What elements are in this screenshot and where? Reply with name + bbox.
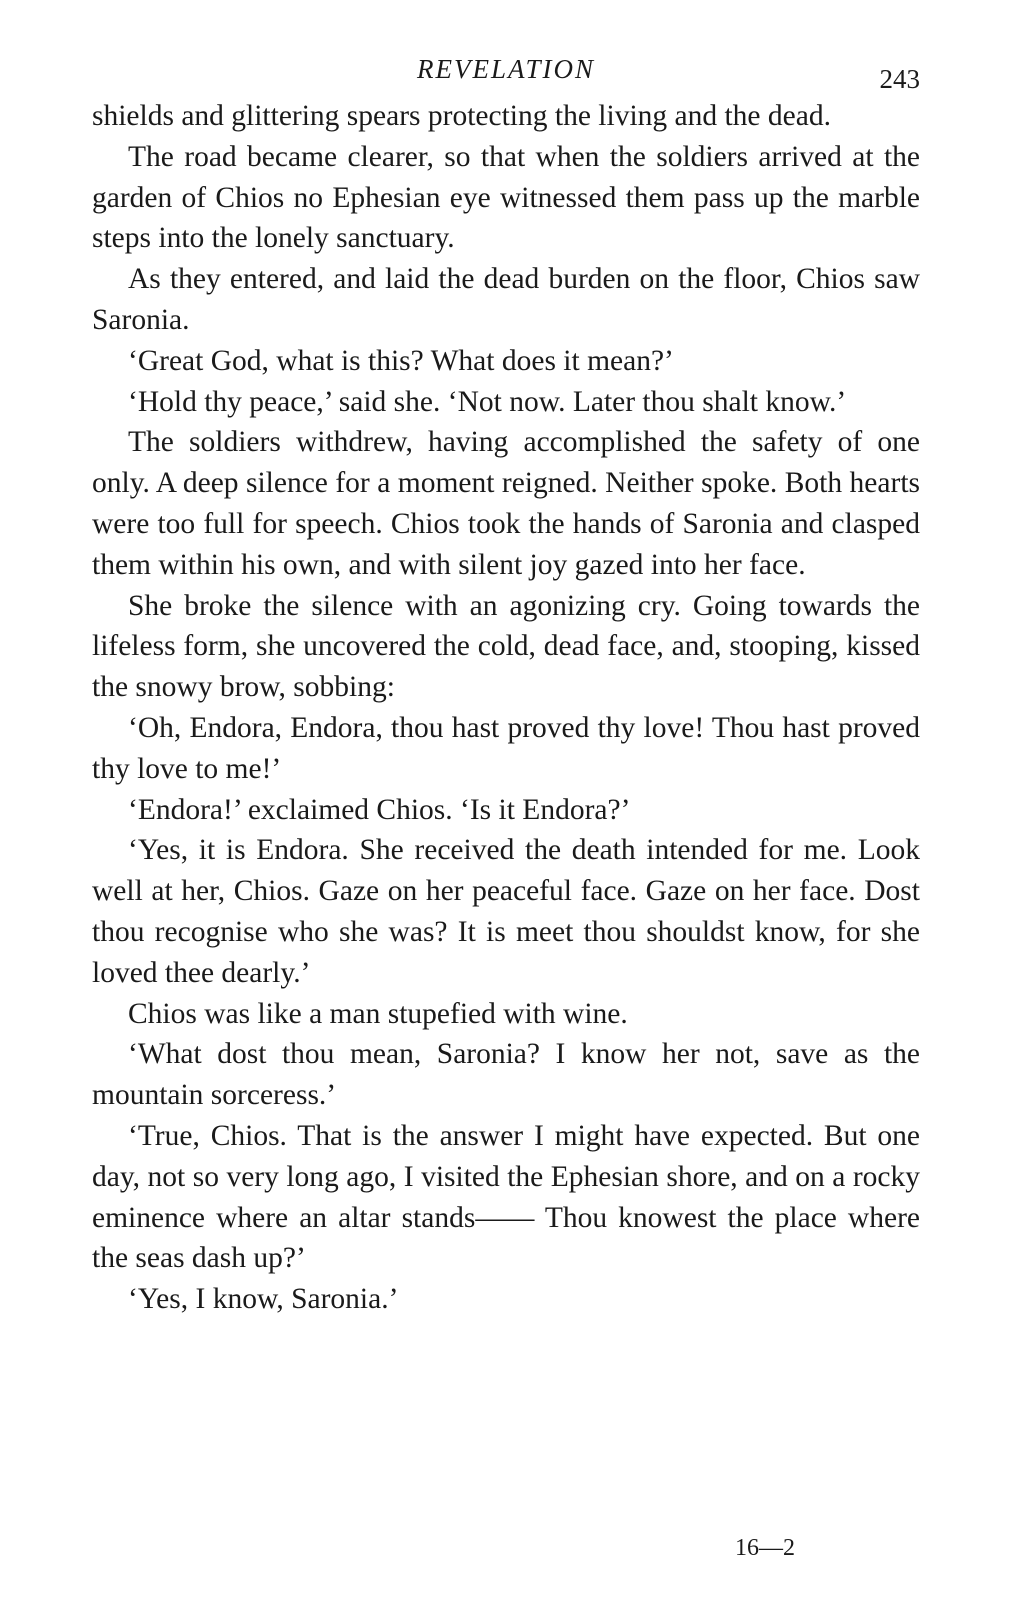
paragraph: ‘What dost thou mean, Saronia? I know her not, save as the mountain sorceress.’ (92, 1038, 920, 1112)
paragraph: ‘Great God, what is this? What does it mean?’ (128, 344, 674, 377)
paragraph: ‘Endora!’ exclaimed Chios. ‘Is it Endora?’ (128, 793, 631, 826)
signature-mark: 16—2 (735, 1535, 795, 1561)
running-title: REVELATION (417, 54, 595, 84)
body-text (92, 96, 920, 1320)
paragraph: ‘True, Chios. That is the answer I might have expected. But one day, not so very long ago, I visited the Ephesian shore, and on a rocky eminence where an altar stands—— Thou knowest the place where the seas dash up?’ (92, 1119, 920, 1275)
book-page (92, 52, 920, 1320)
page-number: 243 (879, 64, 920, 94)
paragraph: She broke the silence with an agonizing cry. Going towards the lifeless form, she uncovered the cold, dead face, and, stooping, kissed the snowy brow, sobbing: (92, 589, 920, 704)
paragraph: The soldiers withdrew, having accomplished the safety of one only. A deep silence for a moment reigned. Neither spoke. Both hearts were too full for speech. Chios took the hands of Saronia and clasped them within his own, and with silent joy gazed into her face. (92, 426, 920, 581)
paragraph: Chios was like a man stupefied with wine. (128, 997, 628, 1030)
paragraph: ‘Hold thy peace,’ said she. ‘Not now. Later thou shalt know.’ (128, 385, 847, 418)
running-head (92, 52, 920, 96)
paragraph: As they entered, and laid the dead burden on the floor, Chios saw Saronia. (92, 263, 920, 336)
paragraph: The road became clearer, so that when the soldiers arrived at the garden of Chios no Ephesian eye witnessed them pass up the marble steps into the lonely sanctuary. (92, 140, 920, 255)
paragraph: shields and glittering spears protecting the living and the dead. (92, 100, 831, 132)
paragraph: ‘Oh, Endora, Endora, thou hast proved thy love! Thou hast proved thy love to me!’ (92, 711, 920, 785)
paragraph: ‘Yes, I know, Saronia.’ (128, 1283, 399, 1316)
paragraph: ‘Yes, it is Endora. She received the death intended for me. Look well at her, Chios. Gaze on her peaceful face. Gaze on her face. Dost thou recognise who she was? It is meet thou shouldst know, for she loved thee dearly.’ (92, 834, 920, 989)
